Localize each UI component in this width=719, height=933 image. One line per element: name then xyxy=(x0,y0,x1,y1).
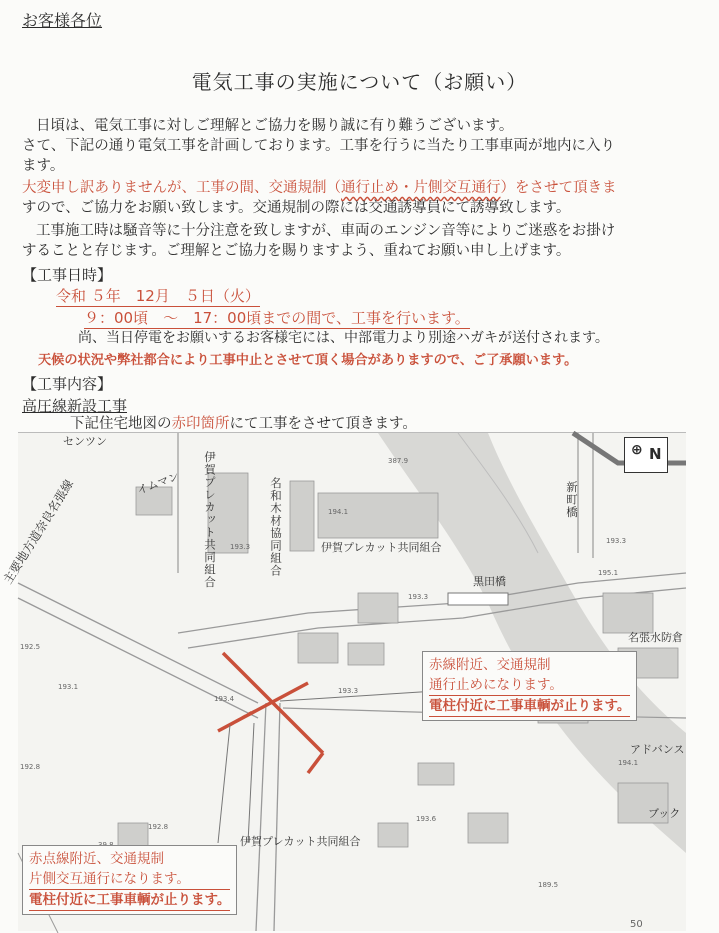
page-title: 電気工事の実施について（お願い） xyxy=(191,70,528,94)
map-label-iman: イムマン xyxy=(135,469,181,498)
map-label-book: ブック xyxy=(648,807,681,820)
work-description: 高圧線新設工事 xyxy=(22,397,128,415)
elevation: 193.3 xyxy=(606,537,627,545)
map-label-top-left: センツン xyxy=(63,435,107,448)
map-label-kuroda-bridge: 黒田橋 xyxy=(473,575,506,588)
paragraph-traffic-line1 xyxy=(22,178,617,198)
callout-alternate-line3: 電柱付近に工事車輌が止ります。 xyxy=(29,890,230,911)
schedule-time: ９：00頃 ～ 17：00頃までの間で、工事を行います。 xyxy=(84,309,470,327)
map-label-main-road: 主要地方道奈良名張線 xyxy=(0,477,77,587)
traffic-regulation-types: 通行止め・片側交互通行 xyxy=(341,180,501,196)
map-label-nawa-timber: 名和木材協同組合 xyxy=(269,477,283,577)
elevation: 192.8 xyxy=(20,763,41,771)
callout-alternate-line1: 赤点線附近、交通規制 xyxy=(29,851,164,867)
elevation: 194.1 xyxy=(618,759,639,767)
elevation: 387.9 xyxy=(388,457,409,465)
callout-closure-line1: 赤線附近、交通規制 xyxy=(429,657,551,673)
schedule-date: 令和 ５年 12月 ５日（火） xyxy=(56,287,260,305)
paragraph-traffic-line2: すので、ご協力をお願い致します。交通規制の際には交通誘導員にて誘導致します。 xyxy=(22,200,571,216)
traffic-text-pre: 大変申し訳ありませんが、工事の間、交通規制（ xyxy=(22,180,341,196)
schedule-outage-note: 尚、当日停電をお願いするお客様宅には、中部電力より別途ハガキが送付されます。 xyxy=(78,330,609,346)
elevation: 194.1 xyxy=(328,508,349,516)
page-mark: 50 xyxy=(630,919,643,930)
map-label-shinmachi-bridge: 新町橋 xyxy=(565,481,579,519)
callout-closure-line3: 電柱付近に工事車輌が止ります。 xyxy=(429,696,630,717)
schedule-heading: 【工事日時】 xyxy=(22,266,113,284)
residential-map xyxy=(0,432,686,931)
paragraph-plan-line1: さて、下記の通り電気工事を計画しております。工事を行うに当たり工事車両が地内に入り xyxy=(22,138,616,154)
content-heading: 【工事内容】 xyxy=(22,375,113,393)
callout-alternate-line2: 片側交互通行になります。 xyxy=(29,869,230,890)
elevation: 192.8 xyxy=(148,823,169,831)
paragraph-greeting: 日頃は、電気工事に対しご理解とご協力を賜り誠に有り難うございます。 xyxy=(36,118,514,134)
north-arrow-icon: ⊕ xyxy=(631,442,643,458)
elevation: 193.3 xyxy=(230,543,251,551)
elevation: 193.1 xyxy=(58,683,79,691)
traffic-text-post: ）をさせて頂きま xyxy=(500,180,617,196)
schedule-cancel-note: 天候の状況や弊社都合により工事中止とさせて頂く場合がありますので、ご了承願います。 xyxy=(38,353,578,368)
map-instruction-pre: 下記住宅地図の xyxy=(70,416,172,432)
paragraph-noise-line1: 工事施工時は騒音等に十分注意を致しますが、車両のエンジン音等によりご迷惑をお掛け xyxy=(36,223,616,239)
map-label-iga-precut-vertical: 伊賀プレカット共同組合 xyxy=(203,451,217,589)
elevation: 195.1 xyxy=(598,569,619,577)
map-instruction-red: 赤印箇所 xyxy=(171,416,230,432)
paragraph-noise-line2: することと存じます。ご理解とご協力を賜りますよう、重ねてお願い申し上げます。 xyxy=(22,243,571,259)
north-label: N xyxy=(649,445,662,463)
map-label-nabari-suibo: 名張水防倉 xyxy=(628,631,683,644)
closure-red-lines xyxy=(218,653,323,773)
callout-closure xyxy=(422,651,637,721)
callout-alternate xyxy=(22,845,237,915)
callout-closure-line2: 通行止めになります。 xyxy=(429,675,630,696)
map-label-iga-coop-right: 伊賀プレカット共同組合 xyxy=(321,541,442,554)
map-instruction xyxy=(70,414,417,434)
elevation: 193.3 xyxy=(408,593,429,601)
elevation: 193.4 xyxy=(214,695,235,703)
paragraph-plan-line2: ます。 xyxy=(22,158,65,174)
elevation: 193.6 xyxy=(416,815,437,823)
elevation: 189.5 xyxy=(538,881,559,889)
map-label-iga-coop-bottom: 伊賀プレカット共同組合 xyxy=(240,835,361,848)
north-compass xyxy=(624,437,668,473)
addressee: お客様各位 xyxy=(22,11,103,30)
kuroda-bridge-shape xyxy=(448,593,508,605)
elevation: 193.3 xyxy=(338,687,359,695)
map-instruction-post: にて工事をさせて頂きます。 xyxy=(229,416,417,432)
map-label-advance: アドバンス xyxy=(630,743,685,756)
elevation: 192.5 xyxy=(20,643,41,651)
